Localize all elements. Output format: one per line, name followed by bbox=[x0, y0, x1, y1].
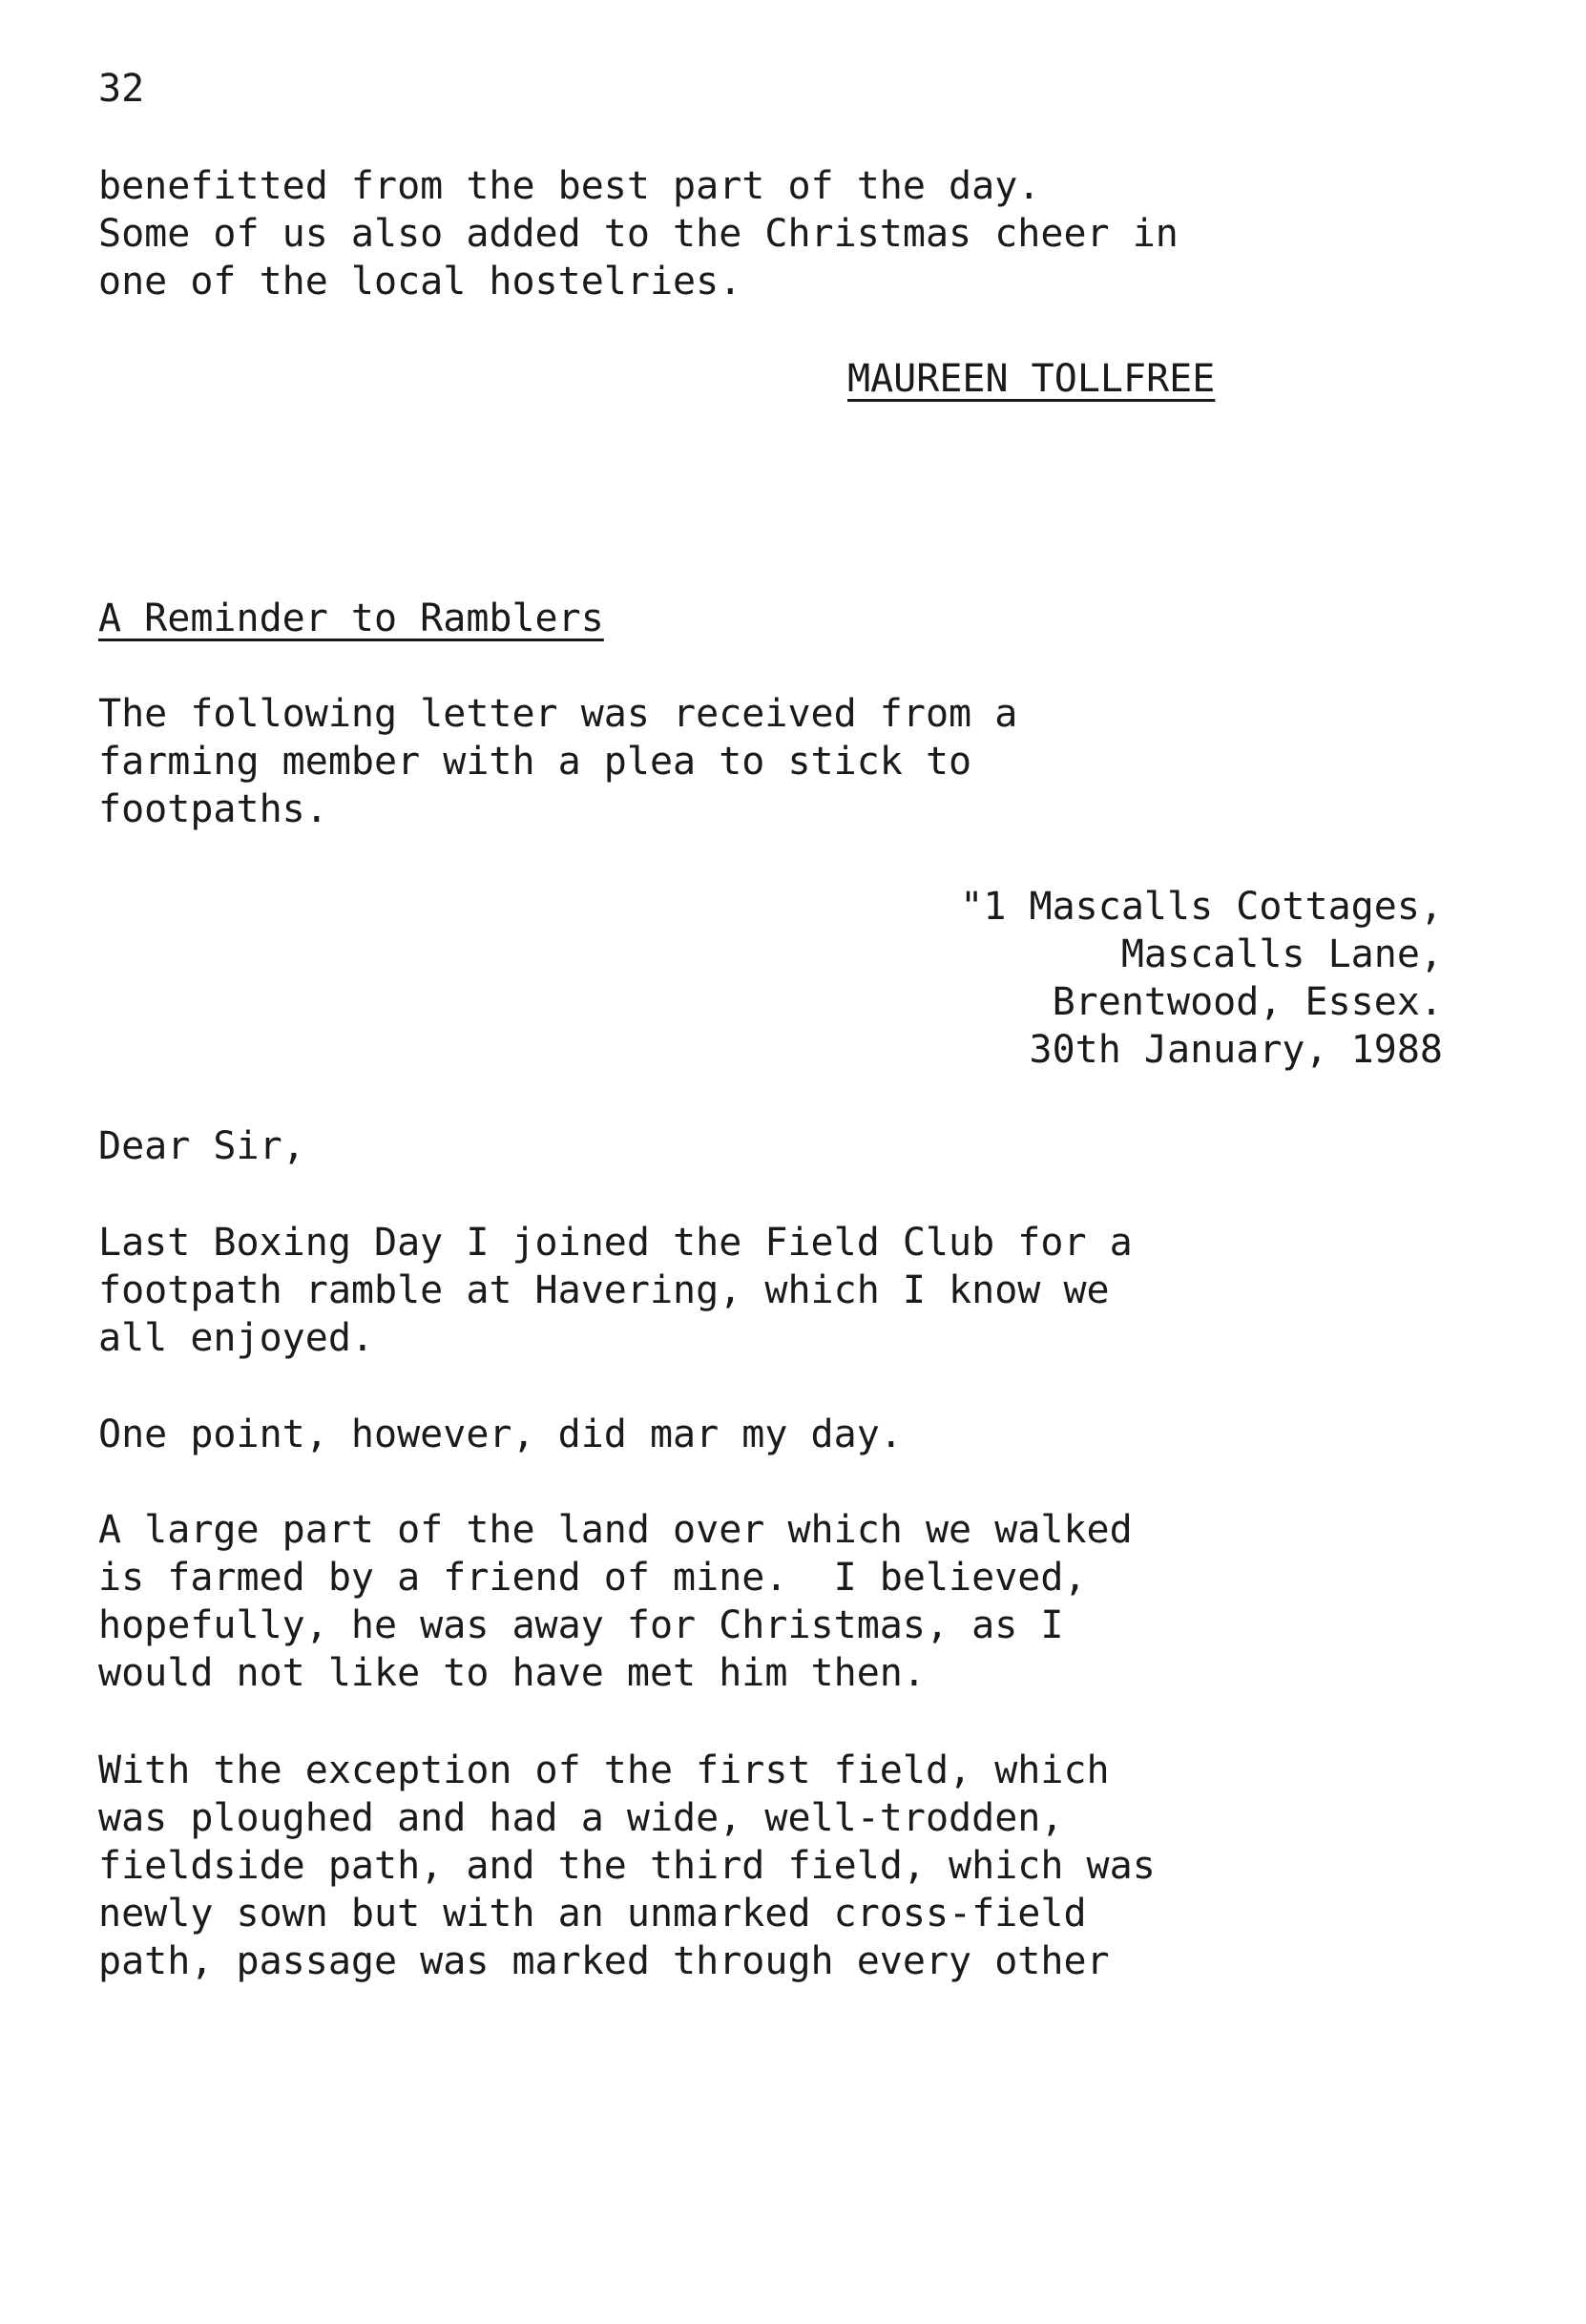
address-line: "1 Mascalls Cottages, bbox=[960, 885, 1443, 929]
page-number: 32 bbox=[98, 67, 145, 111]
text-line: hopefully, he was away for Christmas, as I bbox=[98, 1603, 1064, 1647]
text-line: benefitted from the best part of the day. bbox=[98, 164, 1041, 208]
text-line: footpaths. bbox=[98, 787, 328, 831]
letter-paragraph-3 bbox=[98, 1506, 1472, 1697]
text-line: is farmed by a friend of mine. I believed, bbox=[98, 1556, 1087, 1600]
letter-address bbox=[960, 883, 1443, 1074]
letter-salutation bbox=[98, 1122, 1472, 1170]
text-line: farming member with a plea to stick to bbox=[98, 740, 972, 784]
text-line: newly sown but with an unmarked cross-field bbox=[98, 1892, 1087, 1936]
text-line: all enjoyed. bbox=[98, 1316, 374, 1360]
letter-paragraph-4 bbox=[98, 1747, 1472, 1985]
text-line: path, passage was marked through every other bbox=[98, 1939, 1110, 1983]
text-line: Some of us also added to the Christmas cheer in bbox=[98, 212, 1179, 256]
address-line: Brentwood, Essex. bbox=[1052, 980, 1443, 1024]
address-line: Mascalls Lane, bbox=[1120, 932, 1443, 976]
intro-paragraph bbox=[98, 162, 1472, 305]
text-line: one of the local hostelries. bbox=[98, 260, 742, 304]
text-line: footpath ramble at Havering, which I know we bbox=[98, 1268, 1110, 1312]
text-line: Last Boxing Day I joined the Field Club for a bbox=[98, 1221, 1133, 1265]
text-line: A large part of the land over which we walked bbox=[98, 1508, 1133, 1552]
text-line: With the exception of the first field, which bbox=[98, 1748, 1110, 1792]
text-line: would not like to have met him then. bbox=[98, 1651, 926, 1695]
text-line: Dear Sir, bbox=[98, 1124, 305, 1168]
text-line: was ploughed and had a wide, well-trodden, bbox=[98, 1796, 1064, 1840]
letter-paragraph-2 bbox=[98, 1411, 1472, 1458]
letter-paragraph-1 bbox=[98, 1219, 1472, 1362]
section-heading: A Reminder to Ramblers bbox=[98, 597, 604, 640]
text-line: The following letter was received from a bbox=[98, 692, 1018, 736]
section-intro bbox=[98, 690, 1472, 833]
text-line: fieldside path, and the third field, which was bbox=[98, 1844, 1156, 1888]
address-line: 30th January, 1988 bbox=[1029, 1028, 1443, 1072]
author-signature: MAUREEN TOLLFREE bbox=[847, 357, 1216, 401]
text-line: One point, however, did mar my day. bbox=[98, 1413, 903, 1456]
